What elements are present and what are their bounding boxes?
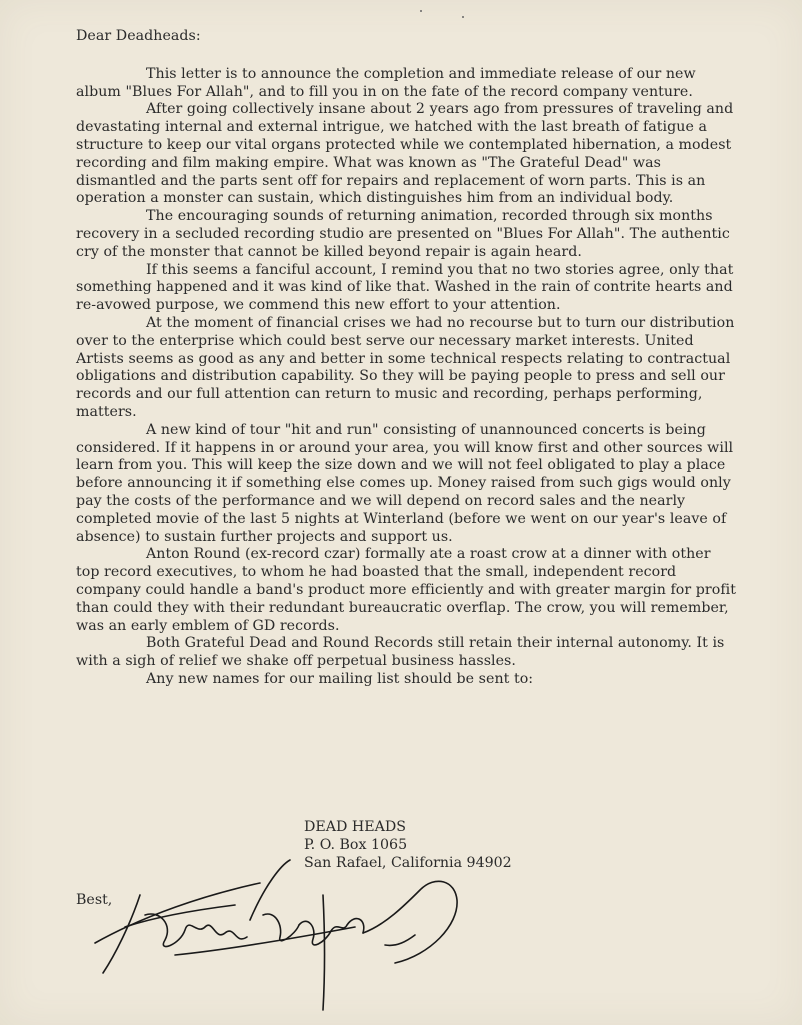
paper-speck (462, 16, 464, 18)
handwritten-signature (85, 855, 485, 1015)
paragraph-album-announcement: This letter is to announce the completion and immediate release of our new album "Blues For Allah", and to fill you in on the fate of the record company venture. (76, 65, 696, 100)
paper-speck (420, 10, 422, 12)
paragraph-history: After going collectively insane about 2 years ago from pressures of traveling and devastating internal and external intrigue, we hatched with the last breath of fatigue a structure to keep our vital organs protected while we contemplated hibernation, a modest recording and film making empire. What was known as "The Grateful Dead" was dismantled and the parts sent off for repairs and replacement of worn parts. This is an operation a monster can sustain, which distinguishes him from an individual body. (76, 101, 734, 207)
address-line-box: P. O. Box 1065 (304, 836, 408, 853)
paragraph-anton-round: Anton Round (ex-record czar) formally ate a roast crow at a dinner with other top record executives, to whom he had boasted that the small, independent record company could handle a band's product more efficiently and with greater margin for profit than could they with their redundant bureaucratic overflap. The crow, you will remember, was an early emblem of GD records. (76, 546, 736, 634)
address-line-name: DEAD HEADS (304, 819, 406, 835)
paragraph-autonomy: Both Grateful Dead and Round Records still retain their internal autonomy. It is with a sigh of relief we shake off perpetual business hassles. (76, 635, 725, 670)
letter-body (76, 28, 736, 689)
paragraph-distribution: At the moment of financial crises we had no recourse but to turn our distribution over to the enterprise which could best serve our necessary market interests. United Artists seems as good as any and better in some technical respects relating to contractual obligations and distribution capability. So they will be paying people to press and sell our records and our full attention can return to music and recording, perhaps performing, matters. (76, 314, 735, 420)
paragraph-new-album: The encouraging sounds of returning animation, recorded through six months recovery in a secluded recording studio are presented on "Blues For Allah". The authentic cry of the monster that cannot be killed beyond repair is again heard. (76, 208, 730, 260)
closing: Best, (76, 892, 113, 908)
paragraph-tour: A new kind of tour "hit and run" consisting of unannounced concerts is being considered. If it happens in or around your area, you will know first and other sources will learn from you. This will keep the size down and we will not feel obligated to play a place before announcing it if something else comes up. Money raised from such gigs would only pay the costs of the performance and we will depend on record sales and the nearly completed movie of the last 5 nights at Winterland (before we went on our year's leave of absence) to sustain further projects and support us. (76, 421, 734, 545)
address-line-city: San Rafael, California 94902 (304, 854, 512, 871)
paragraph-fanciful-account: If this seems a fanciful account, I remind you that no two stories agree, only that something happened and it was kind of like that. Washed in the rain of contrite hearts and re-avowed purpose, we commend this new effort to your attention. (76, 261, 734, 314)
paragraph-mailing-list: Any new names for our mailing list should be sent to: (146, 670, 534, 687)
salutation: Dear Deadheads: (76, 28, 201, 44)
